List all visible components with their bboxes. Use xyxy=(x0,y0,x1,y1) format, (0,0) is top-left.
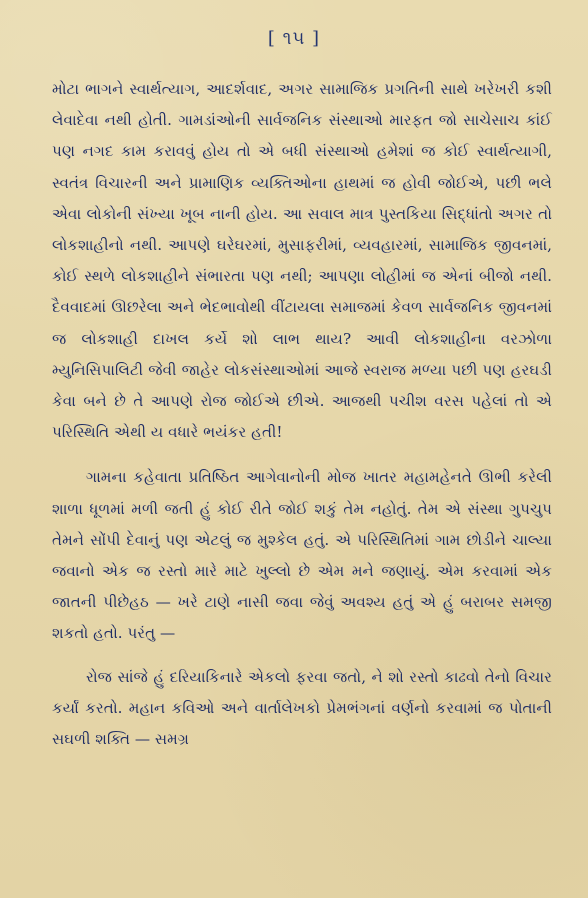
paragraph-2: ગામના કહેવાતા પ્રતિષ્ઠિત આગેવાનોની મોજ ખાતર મહામહેનતે ઊભી કરેલી શાળા ધૂળમાં મળી જતી હું કોઈ રીતે જોઈ શકું તેમ નહોતું. તેમ એ સંસ્થા ગુપચુપ તેમને સોંપી દેવાનું પણ એટલું જ મુશ્કેલ હતું. એ પરિસ્થિતિમાં ગામ છોડીને ચાલ્યા જવાનો એક જ રસ્તો મારે માટે ખુલ્લો છે એમ મને જણાયું. એમ કરવામાં એક જાતની પીછેહઠ — ખરે ટાણે નાસી જવા જેવું અવશ્ય હતું એ હું બરાબર સમજી શકતો હતો. પરંતુ — xyxy=(52,468,552,643)
paragraph-1: મોટા ભાગને સ્વાર્થત્યાગ, આદર્શવાદ, અગર સામાજિક પ્રગતિની સાથે ખરેખરી કશી લેવાદેવા નથી હોતી. ગામડાંઓની સાર્વજનિક સંસ્થાઓ મારફત જો સાચેસાચ કાંઈ પણ નગદ કામ કરાવવું હોય તો એ બધી સંસ્થાઓ હમેશાં જ કોઈ સ્વાર્થત્યાગી, સ્વતંત્ર વિચારની અને પ્રામાણિક વ્યક્તિઓના હાથમાં જ હોવી જોઈએ, પછી ભલે એવા લોકોની સંખ્યા ખૂબ નાની હોય. આ સવાલ માત્ર પુસ્તકિયા સિદ્ધાંતો અગર તો લોકશાહીનો નથી. આપણે ઘરેઘરમાં, મુસાફરીમાં, વ્યવહારમાં, સામાજિક જીવનમાં, કોઈ સ્થળે લોકશાહીને સંભારતા પણ નથી; આપણા લોહીમાં જ એનાં બીજો નથી. દૈવવાદમાં ઊછરેલા અને ભેદભાવોથી વીંટાયલા સમાજમાં કેવળ સાર્વજનિક જીવનમાં જ લોકશાહી દાખલ કર્યે શો લાભ થાય? આવી લોકશાહીના વરઝોળા મ્યુનિસિપાલિટી જેવી જાહેર લોકસંસ્થાઓમાં આજે સ્વરાજ મળ્યા પછી પણ હરઘડી કેવા બને છે તે આપણે રોજ જોઈએ છીએ. આજથી પચીશ વરસ પહેલાં તો એ પરિસ્થિતિ એથી ય વધારે ભયંકર હતી! xyxy=(52,80,552,442)
page-text xyxy=(52,74,552,755)
page-number: [ ૧૫ ] xyxy=(267,28,321,49)
paragraph-3: રોજ સાંજે હું દરિયાકિનારે એકલો ફરવા જતો, ને શો રસ્તો કાઢવો તેનો વિચાર કર્યાં કરતો. મહાન કવિઓ અને વાર્તાલેખકો પ્રેમભંગનાં વર્ણનો કરવામાં જ પોતાની સઘળી શક્તિ — સમગ્ર xyxy=(52,667,552,749)
